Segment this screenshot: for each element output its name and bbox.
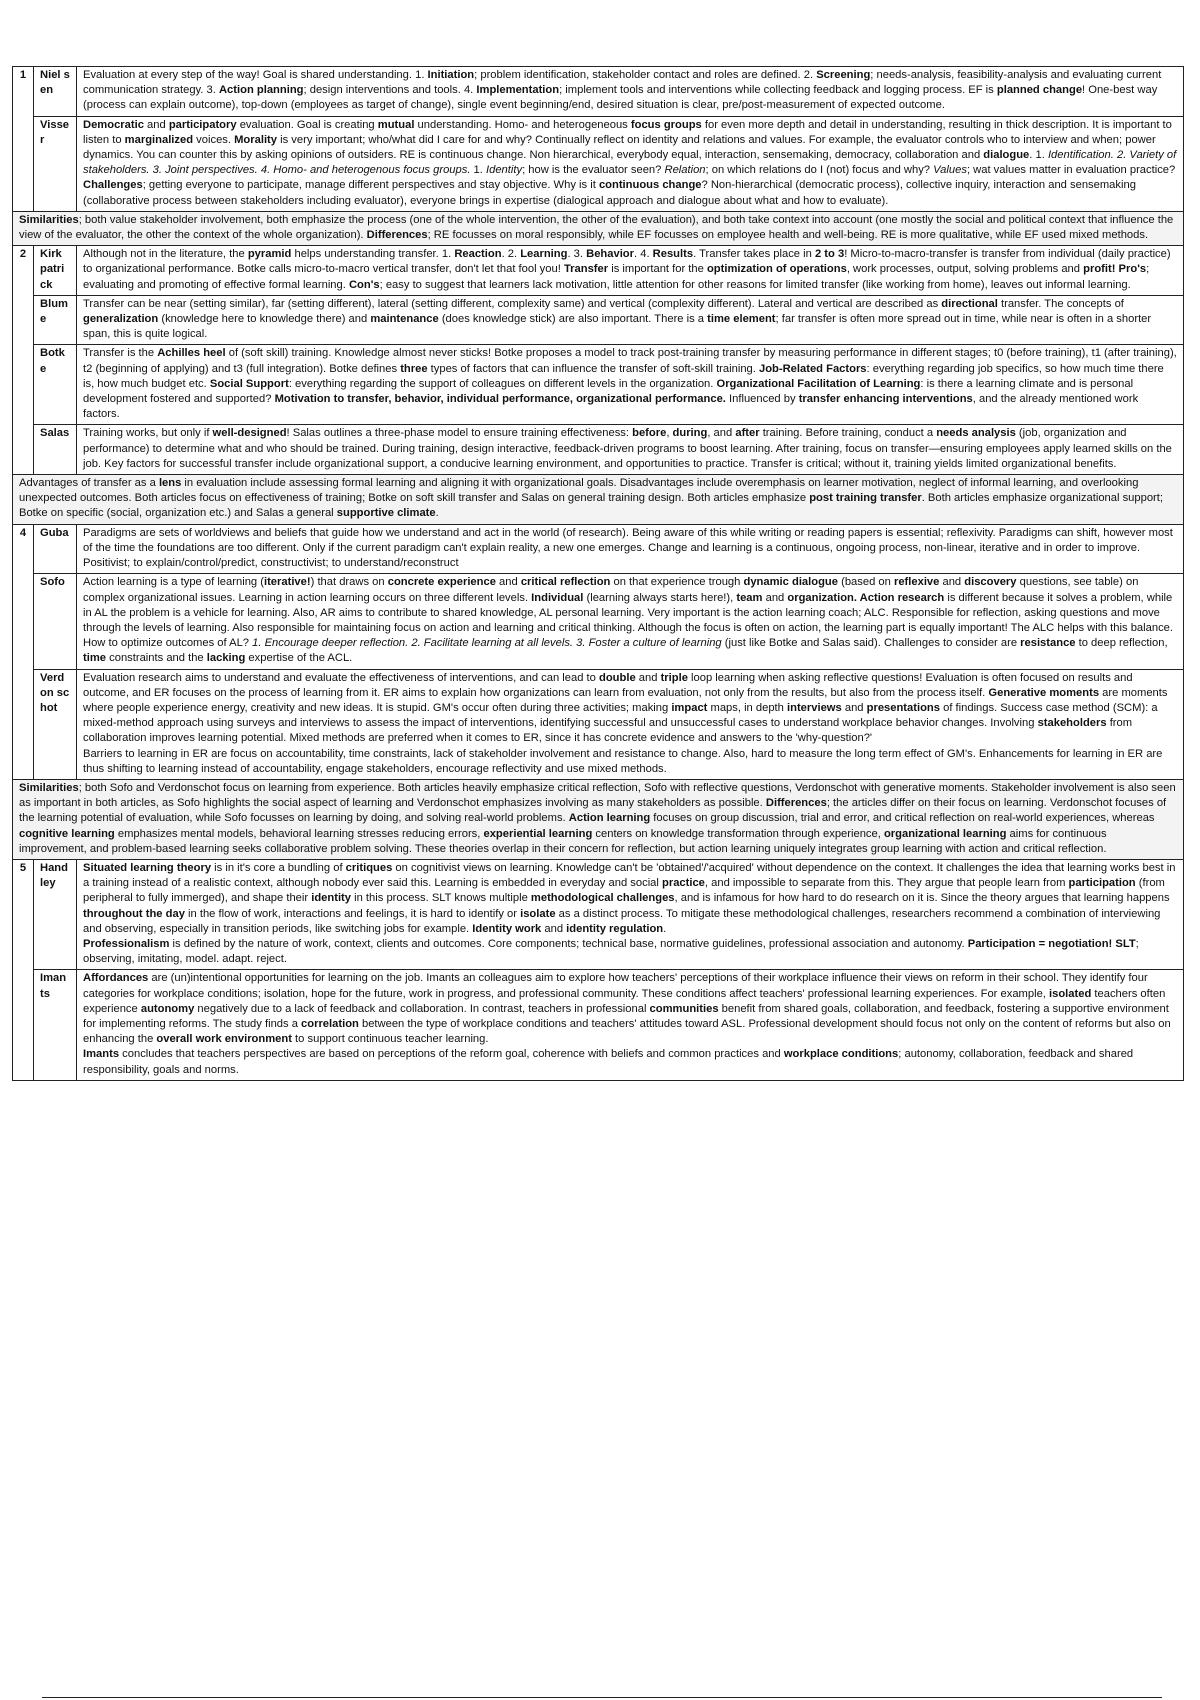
comparison-summary: Similarities; both Sofo and Verdonschot focus on learning from experience. Both articles heavily emphasize critical reflection, Sofo with reflective questions, Verdonschot with generative moments. Stakeholder involvement is also seen as important in both articles, as Sofo highlights the social aspect of learning and Verdonschot emphasizes involving as many stakeholders as possible. Differences; the articles differ on their focus on learning. Verdonschot focuses of the learning potential of evaluation, while Sofo focusses on learning by doing, and solving real-world problems. Action learning focuses on group discussion, trial and error, and critical reflection on real-world experiences, whereas cognitive learning emphasizes mental models, behavioral learning stresses reducing errors, experiential learning centers on knowledge transformation through experience, organizational learning aims for continuous improvement, and problem-based learning seeks collaborative problem solving. These theories overlap in their concern for reflection, but action learning uniquely integrates group learning with action and critical reflection. [13, 779, 1184, 859]
author-name: Botk e [34, 345, 77, 425]
note-row [13, 859, 1184, 969]
note-text: Evaluation research aims to understand and evaluate the effectiveness of interventions, and can lead to double and triple loop learning when asking reflective questions! Evaluation is often focused on results and outcome, and ER focuses on the process of learning from it. ER aims to explain how organizations can learn from evaluation, not only from the results, but also from the process itself. Generative moments are moments where people experience energy, creativity and new ideas. It is stupid. GM's occur often during three activities; making impact maps, in depth interviews and presentations of findings. Success case method (SCM): a mixed-method approach using surveys and interviews to assess the impact of interventions, identifying successful and unsuccessful cases to understand workplace behavior changes. Involving stakeholders from collaboration improves learning potential. Mixed methods are preferred when it comes to ER, since it has concrete evidence and answers to the 'why-question?' Barriers to learning in ER are focus on accountability, time constraints, lack of stakeholder involvement and resistance to change. Also, hard to measure the long term effect of GM's. Enhancements for learning in ER are thus shifting to learning instead of accountability, engage stakeholders, encourage reflectivity and use mixed methods. [77, 669, 1184, 779]
bottom-divider [42, 1697, 1162, 1698]
note-text: Action learning is a type of learning (iterative!) that draws on concrete experience and critical reflection on that experience trough dynamic dialogue (based on reflexive and discovery questions, see table) on complex organizational issues. Learning in action learning occurs on three different levels. Individual (learning always starts here!), team and organization. Action research is different because it solves a problem, while in AL the problem is a vehicle for learning. Also, AR aims to contribute to shared knowledge, AL personal learning. Very important is the action learning coach; ALC. Responsible for reflection, asking questions and move through the levels of learning. Also responsible for maintaining focus on action and learning and critical thinking. Although the focus is often on action, the learning part is equally important! The ALC helps with this balance. How to optimize outcomes of AL? 1. Encourage deeper reflection. 2. Facilitate learning at all levels. 3. Foster a culture of learning (just like Botke and Salas said). Challenges to consider are resistance to deep reflection, time constraints and the lacking expertise of the ACL. [77, 574, 1184, 669]
section-number: 2 [13, 246, 34, 475]
summary-row [13, 475, 1184, 525]
author-name: Niel sen [34, 67, 77, 117]
note-text: Transfer can be near (setting similar), far (setting different), lateral (setting different, complexity same) and vertical (complexity different). Lateral and vertical are described as directional transfer. The concepts of generalization (knowledge here to knowledge there) and maintenance (does knowledge stick) are also important. There is a time element; far transfer is often more spread out in time, while near is often in a shorter span, this is quite logical. [77, 295, 1184, 345]
note-row [13, 524, 1184, 574]
author-name: Visse r [34, 116, 77, 211]
summary-row [13, 779, 1184, 859]
author-name: Kirk patri ck [34, 246, 77, 296]
note-row [13, 67, 1184, 117]
note-text: Evaluation at every step of the way! Goal is shared understanding. 1. Initiation; problem identification, stakeholder contact and roles are defined. 2. Screening; needs-analysis, feasibility-analysis and evaluating current communication strategy. 3. Action planning; design interventions and tools. 4. Implementation; implement tools and interventions while collecting feedback and logging process. EF is planned change! One-best way (process can explain outcome), top-down (employees as target of change), single event beginning/end, desired situation is clear, pre/post-measurement of expected outcome. [77, 67, 1184, 117]
note-row [13, 345, 1184, 425]
notes-table-body [13, 67, 1184, 1081]
author-name: Blum e [34, 295, 77, 345]
note-text: Situated learning theory is in it's core a bundling of critiques on cognitivist views on learning. Knowledge can't be 'obtained'/'acquired' without dependence on the context. It challenges the idea that learning works best in a training instead of a realistic context, although nobody ever said this. Learning is embedded in everyday and social practice, and impossible to separate from this. They argue that people learn from participation (from peripheral to fully immerged), and shape their identity in this process. SLT knows multiple methodological challenges, and is infamous for how hard to do research on it is. Since the theory argues that learning happens throughout the day in the flow of work, interactions and feelings, it is hard to identify or isolate as a distinct process. To mitigate these methodological challenges, researchers recommend a combination of interviewing and observing, especially in transition periods, like switching jobs for example. Identity work and identity regulation. Professionalism is defined by the nature of work, context, clients and outcomes. Core components; technical base, normative guidelines, professional association and autonomy. Participation = negotiation! SLT; observing, imitating, model. adapt. reject. [77, 859, 1184, 969]
section-number: 4 [13, 524, 34, 779]
study-notes-sheet [12, 66, 1184, 1081]
section-number: 1 [13, 67, 34, 212]
note-row [13, 295, 1184, 345]
author-name: Sofo [34, 574, 77, 669]
note-text: Training works, but only if well-designed! Salas outlines a three-phase model to ensure training effectiveness: before, during, and after training. Before training, conduct a needs analysis (job, organization and performance) to determine what and who should be trained. During training, design interactive, feedback-driven programs to boost learning. After training, focus on transfer—ensuring employees apply learned skills on the job. Key factors for successful transfer include organizational support, a conducive learning environment, and opportunities to practice. Transfer is critical; without it, training yields limited organizational benefits. [77, 425, 1184, 475]
note-text: Affordances are (un)intentional opportunities for learning on the job. Imants an colleagues aim to explore how teachers' perceptions of their workplace influence their views on reform in their school. They identify four categories for workplace conditions; isolation, hope for the future, work in progress, and professional community. These conditions affect teachers' professional learning experiences. For example, isolated teachers often experience autonomy negatively due to a lack of feedback and collaboration. In contrast, teachers in professional communities benefit from shared goals, collaboration, and feedback, fostering a supportive environment for implementing reforms. The study finds a correlation between the type of workplace conditions and teachers' attitudes toward ASL. Professional development should focus not only on the content of reforms but also on enhancing the overall work environment to support continuous teacher learning. Imants concludes that teachers perspectives are based on perceptions of the reform goal, coherence with beliefs and common practices and workplace conditions; autonomy, collaboration, feedback and shared responsibility, goals and norms. [77, 970, 1184, 1080]
author-name: Iman ts [34, 970, 77, 1080]
note-row [13, 574, 1184, 669]
note-text: Although not in the literature, the pyramid helps understanding transfer. 1. Reaction. 2. Learning. 3. Behavior. 4. Results. Transfer takes place in 2 to 3! Micro-to-macro-transfer is transfer from individual (daily practice) to organizational performance. Botke calls micro-to-macro vertical transfer, don't let that fool you! Transfer is important for the optimization of operations, work processes, output, solving problems and profit! Pro's; evaluating and promoting of effective formal learning. Con's; easy to suggest that learners lack motivation, little attention for other reasons for limited transfer (like working from home), leaves out informal learning. [77, 246, 1184, 296]
comparison-summary: Advantages of transfer as a lens in evaluation include assessing formal learning and aligning it with organizational goals. Disadvantages include overemphasis on learner motivation, neglect of informal learning, and overlooking unexpected outcomes. Both articles focus on effectiveness of training; Botke on soft skill transfer and Salas on general training design. Both articles emphasize post training transfer. Both articles emphasize organizational support; Botke on specific (social, organization etc.) and Salas a general supportive climate. [13, 475, 1184, 525]
notes-table [12, 66, 1184, 1081]
note-row [13, 116, 1184, 211]
note-row [13, 669, 1184, 779]
author-name: Verd on schot [34, 669, 77, 779]
note-row [13, 970, 1184, 1080]
note-row [13, 246, 1184, 296]
author-name: Hand ley [34, 859, 77, 969]
author-name: Guba [34, 524, 77, 574]
note-text: Transfer is the Achilles heel of (soft skill) training. Knowledge almost never sticks! Botke proposes a model to track post-training transfer by measuring performance in different stages; t0 (before training), t1 (after training), t2 (beginning of applying) and t3 (full integration). Botke defines three types of factors that can influence the transfer of soft-skill training. Job-Related Factors: everything regarding job specifics, so how much time there is, how much budget etc. Social Support: everything regarding the support of colleagues on different levels in the organization. Organizational Facilitation of Learning: is there a learning climate and is personal development fostered and supported? Motivation to transfer, behavior, individual performance, organizational performance. Influenced by transfer enhancing interventions, and the already mentioned work factors. [77, 345, 1184, 425]
summary-row [13, 211, 1184, 245]
section-number: 5 [13, 859, 34, 1080]
comparison-summary: Similarities; both value stakeholder involvement, both emphasize the process (one of the whole intervention, the other of the evaluation), and both take context into account (one mostly the social and political context that influence the view of the evaluator, the other the context of the whole organization). Differences; RE focusses on moral responsibly, while EF focusses on employee health and well-being. RE is more qualitative, while EF used mixed methods. [13, 211, 1184, 245]
note-text: Democratic and participatory evaluation. Goal is creating mutual understanding. Homo- and heterogeneous focus groups for even more depth and detail in understanding, resulting in thick description. It is important to listen to marginalized voices. Morality is very important; who/what did I care for and why? Continually reflect on identity and relations and values. For example, the evaluator controls who to interview and when; power dynamics. You can counter this by asking opinions of outsiders. RE is continuous change. Non hierarchical, everybody equal, interaction, sensemaking, democracy, collaboration and dialogue. 1. Identification. 2. Variety of stakeholders. 3. Joint perspectives. 4. Homo- and heterogenous focus groups. 1. Identity; how is the evaluator seen? Relation; on which relations do I (not) focus and why? Values; wat values matter in evaluation practice? Challenges; getting everyone to participate, manage different perspectives and stay objective. Why is it continuous change? Non-hierarchical (democratic process), collective inquiry, interaction and sensemaking (collaborative process between stakeholders including evaluator), everyone brings in expertise (dialogical approach and dialogue about what and how to evaluate). [77, 116, 1184, 211]
note-text: Paradigms are sets of worldviews and beliefs that guide how we understand and act in the world (of research). Being aware of this while writing or reading papers is essential; reflexivity. Paradigms can shift, however most of the time the foundations are too different. Only if the current paradigm can't explain reality, a new one emerges. Change and learning is a continuous, ongoing process, non-linear, iterative and in order to improve. Positivist; to explain/control/predict, constructivist; to understand/reconstruct [77, 524, 1184, 574]
author-name: Salas [34, 425, 77, 475]
note-row [13, 425, 1184, 475]
